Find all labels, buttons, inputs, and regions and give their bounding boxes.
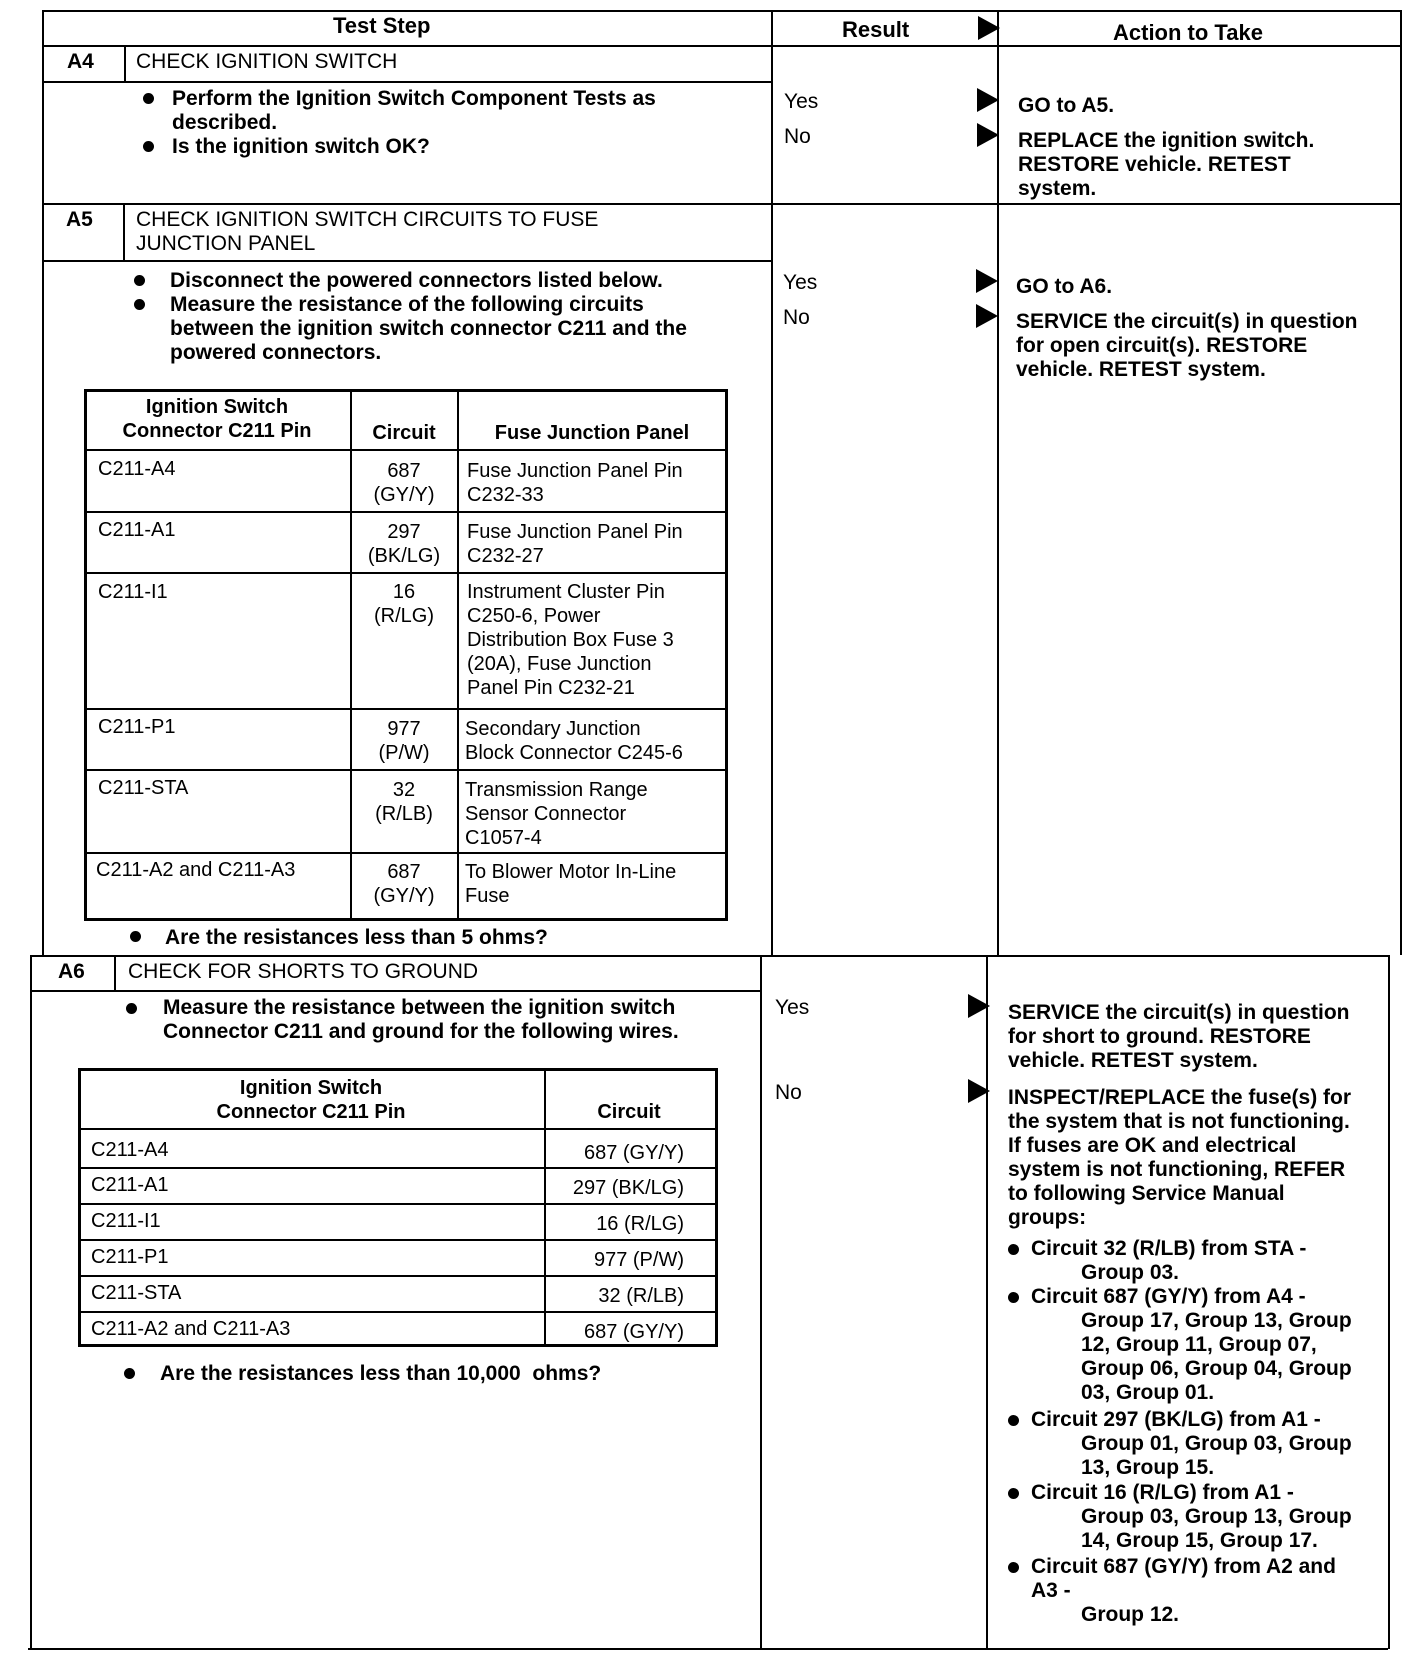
rule-col-result-lower: [760, 955, 762, 1649]
a6-result-yes: Yes: [775, 996, 810, 1019]
a6-no-item-3-groups: Group 01, Group 03, Group 13, Group 15.: [1081, 1432, 1352, 1479]
a5-row-5-pin: C211-STA: [98, 777, 189, 799]
a6-table-row-rule-3: [78, 1239, 716, 1241]
rule-left: [42, 10, 44, 955]
a5-step-id: A5: [66, 208, 93, 231]
a6-table-row-rule-5: [78, 1311, 716, 1313]
a6-row-3-circuit: 16 (R/LG): [596, 1213, 684, 1235]
a6-yes-action: SERVICE the circuit(s) in question for short to ground. RESTORE vehicle. RETEST system.: [1008, 1001, 1350, 1072]
header-result: Result: [842, 17, 910, 42]
a6-table-row-rule-2: [78, 1203, 716, 1205]
a5-table-row-rule-5: [84, 852, 726, 854]
header-action: Action to Take: [1113, 20, 1263, 45]
a5-row-3-circuit: 16 (R/LG): [374, 581, 434, 627]
a5-table-col-rule-1: [350, 389, 352, 918]
a6-step-id: A6: [58, 960, 85, 983]
a5-table-row-rule-1: [84, 511, 726, 513]
rule-right: [1400, 10, 1402, 955]
a5-row-5-circuit: 32 (R/LB): [375, 779, 433, 825]
a6-row-5-circuit: 32 (R/LB): [598, 1285, 684, 1307]
a5-table-header-pin: Ignition Switch Connector C211 Pin: [122, 396, 312, 442]
a5-yes-arrow-icon: [976, 269, 998, 293]
a5-question-bullet-icon: [130, 931, 141, 942]
a6-table-header-circuit: Circuit: [597, 1101, 661, 1123]
a6-no-item-5-groups: Group 12.: [1081, 1603, 1180, 1626]
a6-row-6-circuit: 687 (GY/Y): [583, 1321, 684, 1343]
a4-result-no: No: [784, 125, 811, 148]
rule-bottom: [28, 1648, 1388, 1650]
a5-row-1-pin: C211-A4: [98, 458, 176, 480]
a6-table-row-rule-4: [78, 1275, 716, 1277]
a5-table-header-circuit: Circuit: [372, 422, 436, 444]
rule-header-bottom: [42, 45, 1402, 47]
a5-bullet-icon-2: [134, 299, 145, 310]
a4-no-action: REPLACE the ignition switch. RESTORE vehicle. RETEST system.: [1018, 129, 1315, 200]
a5-row-4-dest: Secondary Junction Block Connector C245-6: [465, 718, 683, 764]
a6-id-divider: [114, 955, 116, 990]
a5-row-3-pin: C211-I1: [98, 581, 168, 603]
a4-step-title: CHECK IGNITION SWITCH: [136, 50, 398, 73]
a5-table-row-rule-2: [84, 572, 726, 574]
a5-row-1-dest: Fuse Junction Panel Pin C232-33: [467, 460, 683, 506]
a6-no-item-2-bullet-icon: [1008, 1292, 1019, 1303]
a6-no-item-5-bullet-icon: [1008, 1562, 1019, 1573]
a6-table-header-rule: [78, 1128, 716, 1130]
a6-no-item-4-groups: Group 03, Group 13, Group 14, Group 15, Group 17.: [1081, 1505, 1352, 1552]
a5-bottom-rule: [30, 955, 1390, 957]
a6-no-item-2-groups: Group 17, Group 13, Group 12, Group 11, Group 07, Group 06, Group 04, Group 03, Group 01.: [1081, 1309, 1352, 1404]
a6-no-item-3-head: Circuit 297 (BK/LG) from A1 -: [1031, 1408, 1321, 1431]
a5-bullet-1: Disconnect the powered connectors listed below.: [170, 269, 663, 292]
a5-table-col-rule-2: [457, 389, 459, 918]
a6-question-bullet-icon: [124, 1368, 135, 1379]
a5-step-title: CHECK IGNITION SWITCH CIRCUITS TO FUSE JUNCTION PANEL: [136, 208, 599, 255]
a5-row-3-dest: Instrument Cluster Pin C250-6, Power Distribution Box Fuse 3 (20A), Fuse Junction Panel Pin C232-21: [467, 581, 674, 699]
a4-yes-action: GO to A5.: [1018, 94, 1115, 117]
rule-col-action-lower: [986, 955, 988, 1649]
a5-table-header-fjp: Fuse Junction Panel: [494, 422, 690, 444]
a6-step-title: CHECK FOR SHORTS TO GROUND: [128, 960, 479, 983]
a6-row-4-pin: C211-P1: [91, 1246, 169, 1268]
a6-no-item-4-head: Circuit 16 (R/LG) from A1 -: [1031, 1481, 1294, 1504]
a5-no-arrow-icon: [976, 304, 998, 328]
a5-row-2-circuit: 297 (BK/LG): [367, 521, 441, 567]
a5-yes-action: GO to A6.: [1016, 275, 1113, 298]
a5-title-rule: [42, 260, 771, 262]
a6-row-1-pin: C211-A4: [91, 1139, 169, 1161]
a6-row-2-circuit: 297 (BK/LG): [572, 1177, 684, 1199]
a6-no-item-1-bullet-icon: [1008, 1244, 1019, 1255]
a6-question: Are the resistances less than 10,000 ohms?: [160, 1362, 602, 1385]
a5-table-row-rule-3: [84, 708, 726, 710]
a4-id-divider: [124, 45, 126, 81]
a4-yes-arrow-icon: [977, 88, 999, 112]
a4-no-arrow-icon: [977, 123, 999, 147]
a6-no-item-3-bullet-icon: [1008, 1415, 1019, 1426]
a6-no-item-1-head: Circuit 32 (R/LB) from STA -: [1031, 1237, 1307, 1260]
a6-no-item-1-groups: Group 03.: [1081, 1261, 1180, 1284]
a6-yes-arrow-icon: [968, 994, 990, 1018]
a6-no-action: INSPECT/REPLACE the fuse(s) for the system that is not functioning. If fuses are OK and electrical system is not functioning, REFER to following Service Manual groups:: [1008, 1086, 1352, 1229]
a6-row-6-pin: C211-A2 and C211-A3: [91, 1318, 291, 1340]
a5-row-6-dest: To Blower Motor In-Line Fuse: [465, 861, 677, 907]
a6-bullet-icon: [126, 1003, 137, 1014]
a5-row-2-dest: Fuse Junction Panel Pin C232-27: [467, 521, 683, 567]
rule-left-lower: [30, 955, 32, 1649]
a5-result-no: No: [783, 306, 810, 329]
a6-table-header-pin: Ignition Switch Connector C211 Pin: [216, 1077, 406, 1123]
a5-bullet-icon-1: [134, 275, 145, 286]
a5-row-6-circuit: 687 (GY/Y): [373, 861, 435, 907]
a4-result-yes: Yes: [784, 90, 819, 113]
header-test-step: Test Step: [333, 13, 431, 38]
a6-no-item-5-head: Circuit 687 (GY/Y) from A2 and A3 -: [1031, 1555, 1336, 1602]
a6-row-2-pin: C211-A1: [91, 1174, 169, 1196]
a6-table-row-rule-1: [78, 1167, 716, 1169]
a4-bullet-icon-2: [143, 141, 154, 152]
a5-row-5-dest: Transmission Range Sensor Connector C1057-4: [465, 779, 648, 849]
a6-no-item-4-bullet-icon: [1008, 1488, 1019, 1499]
a5-question: Are the resistances less than 5 ohms?: [165, 926, 548, 949]
a5-row-4-circuit: 977 (P/W): [378, 718, 430, 764]
a5-table-row-rule-4: [84, 769, 726, 771]
a4-bullet-2: Is the ignition switch OK?: [172, 135, 430, 158]
a5-result-yes: Yes: [783, 271, 818, 294]
a5-row-1-circuit: 687 (GY/Y): [373, 460, 435, 506]
a6-title-rule: [30, 990, 761, 992]
a4-step-id: A4: [67, 50, 94, 73]
a6-row-5-pin: C211-STA: [91, 1282, 182, 1304]
a4-title-rule: [42, 81, 771, 83]
a5-bullet-2: Measure the resistance of the following circuits between the ignition switch connector C211 and the powered connectors.: [170, 293, 687, 364]
a5-row-4-pin: C211-P1: [98, 716, 176, 738]
a6-no-item-2-head: Circuit 687 (GY/Y) from A4 -: [1031, 1285, 1306, 1308]
a4-bullet-icon-1: [143, 93, 154, 104]
a6-result-no: No: [775, 1081, 802, 1104]
a5-no-action: SERVICE the circuit(s) in question for open circuit(s). RESTORE vehicle. RETEST system.: [1016, 310, 1358, 381]
a6-table-col-rule: [544, 1068, 546, 1344]
a4-bottom-rule: [42, 203, 1402, 205]
a6-row-1-circuit: 687 (GY/Y): [583, 1142, 684, 1164]
rule-col-result: [771, 10, 773, 955]
a5-row-6-pin: C211-A2 and C211-A3: [96, 859, 296, 881]
a5-table-header-rule: [84, 449, 726, 451]
rule-top: [42, 10, 1402, 12]
a6-row-4-circuit: 977 (P/W): [593, 1249, 684, 1271]
a5-id-divider: [123, 203, 125, 260]
a6-no-arrow-icon: [968, 1079, 990, 1103]
a4-bullet-1: Perform the Ignition Switch Component Tests as described.: [172, 87, 656, 134]
a6-bullet: Measure the resistance between the ignition switch Connector C211 and ground for the following wires.: [163, 996, 679, 1043]
header-result-arrow-icon: [978, 16, 1000, 40]
a5-row-2-pin: C211-A1: [98, 519, 176, 541]
a6-row-3-pin: C211-I1: [91, 1210, 161, 1232]
rule-col-action: [997, 10, 999, 955]
rule-right-lower: [1388, 955, 1390, 1649]
